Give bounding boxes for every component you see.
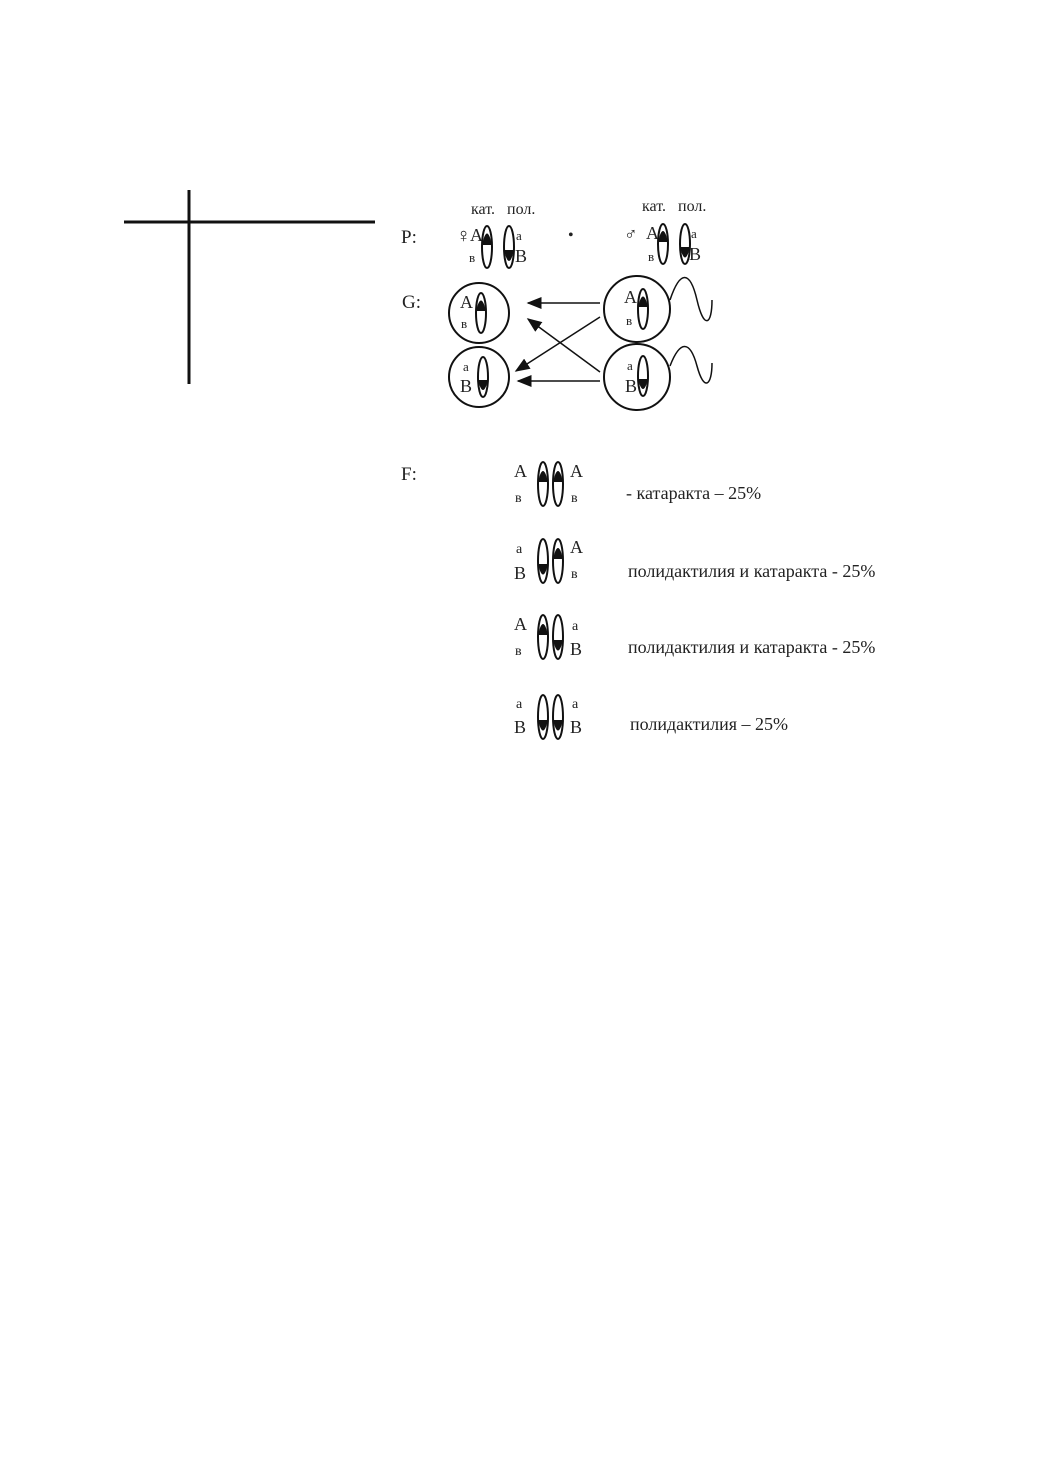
male-gamete-1-allele-A: A [624, 287, 637, 307]
offspring-2-right-top: A [570, 537, 583, 557]
offspring-2-phenotype: полидактилия и катаракта - 25% [628, 561, 876, 581]
p-female-chromosome-1 [482, 226, 492, 268]
sperm-tail-2 [670, 347, 712, 384]
offspring-4-phenotype: полидактилия – 25% [630, 714, 789, 734]
male-gamete-aB [604, 344, 712, 410]
offspring-row-4 [514, 695, 788, 739]
offspring-1-phenotype: - катаракта – 25% [626, 483, 762, 503]
male-gamete-2-allele-B: B [625, 376, 638, 396]
offspring-row-1 [514, 461, 761, 506]
header-kat-label-right: кат. [642, 198, 667, 215]
female-gamete-2-allele-B: B [460, 376, 473, 396]
female-gamete-2-allele-a: a [463, 359, 469, 374]
offspring-2-left-top: a [516, 542, 523, 557]
offspring-4-left-bottom: B [514, 717, 527, 737]
offspring-3-right-bottom: B [570, 639, 583, 659]
p-male-allele-a: a [691, 226, 697, 241]
p-female-allele-A: A [470, 225, 483, 245]
header-pol-label-left: пол. [507, 201, 536, 218]
offspring-1-chromosome-left [538, 462, 548, 506]
f-row-label: F: [401, 464, 417, 485]
offspring-4-chromosome-left [538, 695, 548, 739]
offspring-3-right-top: a [572, 619, 579, 634]
offspring-4-right-bottom: B [570, 717, 583, 737]
offspring-4-right-top: a [572, 697, 579, 712]
p-female-allele-b: в [469, 250, 476, 265]
header-pol-label-right: пол. [678, 198, 707, 215]
male-gamete-Ab [604, 276, 712, 342]
g-row-label: G: [402, 292, 421, 313]
axis-cross [124, 190, 375, 384]
offspring-4-chromosome-right [553, 695, 563, 739]
offspring-3-chromosome-left [538, 615, 548, 659]
offspring-2-left-bottom: B [514, 563, 527, 583]
female-gamete-1-allele-b: в [461, 316, 468, 331]
offspring-row-3 [514, 614, 875, 659]
fertilization-arrows [516, 303, 600, 381]
female-gamete-aB [449, 347, 509, 407]
offspring-3-chromosome-right [553, 615, 563, 659]
offspring-1-chromosome-right [553, 462, 563, 506]
offspring-3-left-bottom: в [515, 644, 522, 659]
female-gamete-1-allele-A: A [460, 292, 473, 312]
offspring-2-chromosome-right [553, 539, 563, 583]
arrow-cross-up [528, 319, 600, 372]
male-symbol: ♂ [624, 224, 638, 244]
p-row-label: P: [401, 227, 417, 248]
offspring-1-left-top: A [514, 461, 527, 481]
p-male-allele-B: B [689, 244, 702, 264]
offspring-2-chromosome-left [538, 539, 548, 583]
offspring-3-left-top: A [514, 614, 527, 634]
p-female-allele-B: B [515, 246, 528, 266]
female-symbol: ♀ [456, 225, 471, 247]
sperm-tail-1 [670, 278, 712, 321]
male-gamete-1-allele-b: в [626, 313, 633, 328]
cross-symbol: • [568, 227, 574, 244]
offspring-row-2 [514, 537, 875, 583]
offspring-1-right-top: A [570, 461, 583, 481]
male-gamete-2-allele-a: a [627, 358, 633, 373]
p-female-chromosome-2 [504, 226, 514, 268]
offspring-4-left-top: a [516, 697, 523, 712]
offspring-3-phenotype: полидактилия и катаракта - 25% [628, 637, 876, 657]
offspring-1-right-bottom: в [571, 491, 578, 506]
p-male-chromosome-1 [658, 224, 668, 264]
p-male-allele-A: A [646, 223, 659, 243]
offspring-2-right-bottom: в [571, 567, 578, 582]
header-kat-label-left: кат. [471, 201, 496, 218]
p-female-allele-a: a [516, 228, 522, 243]
female-gamete-Ab [449, 283, 509, 343]
p-male-allele-b: в [648, 249, 655, 264]
offspring-1-left-bottom: в [515, 491, 522, 506]
